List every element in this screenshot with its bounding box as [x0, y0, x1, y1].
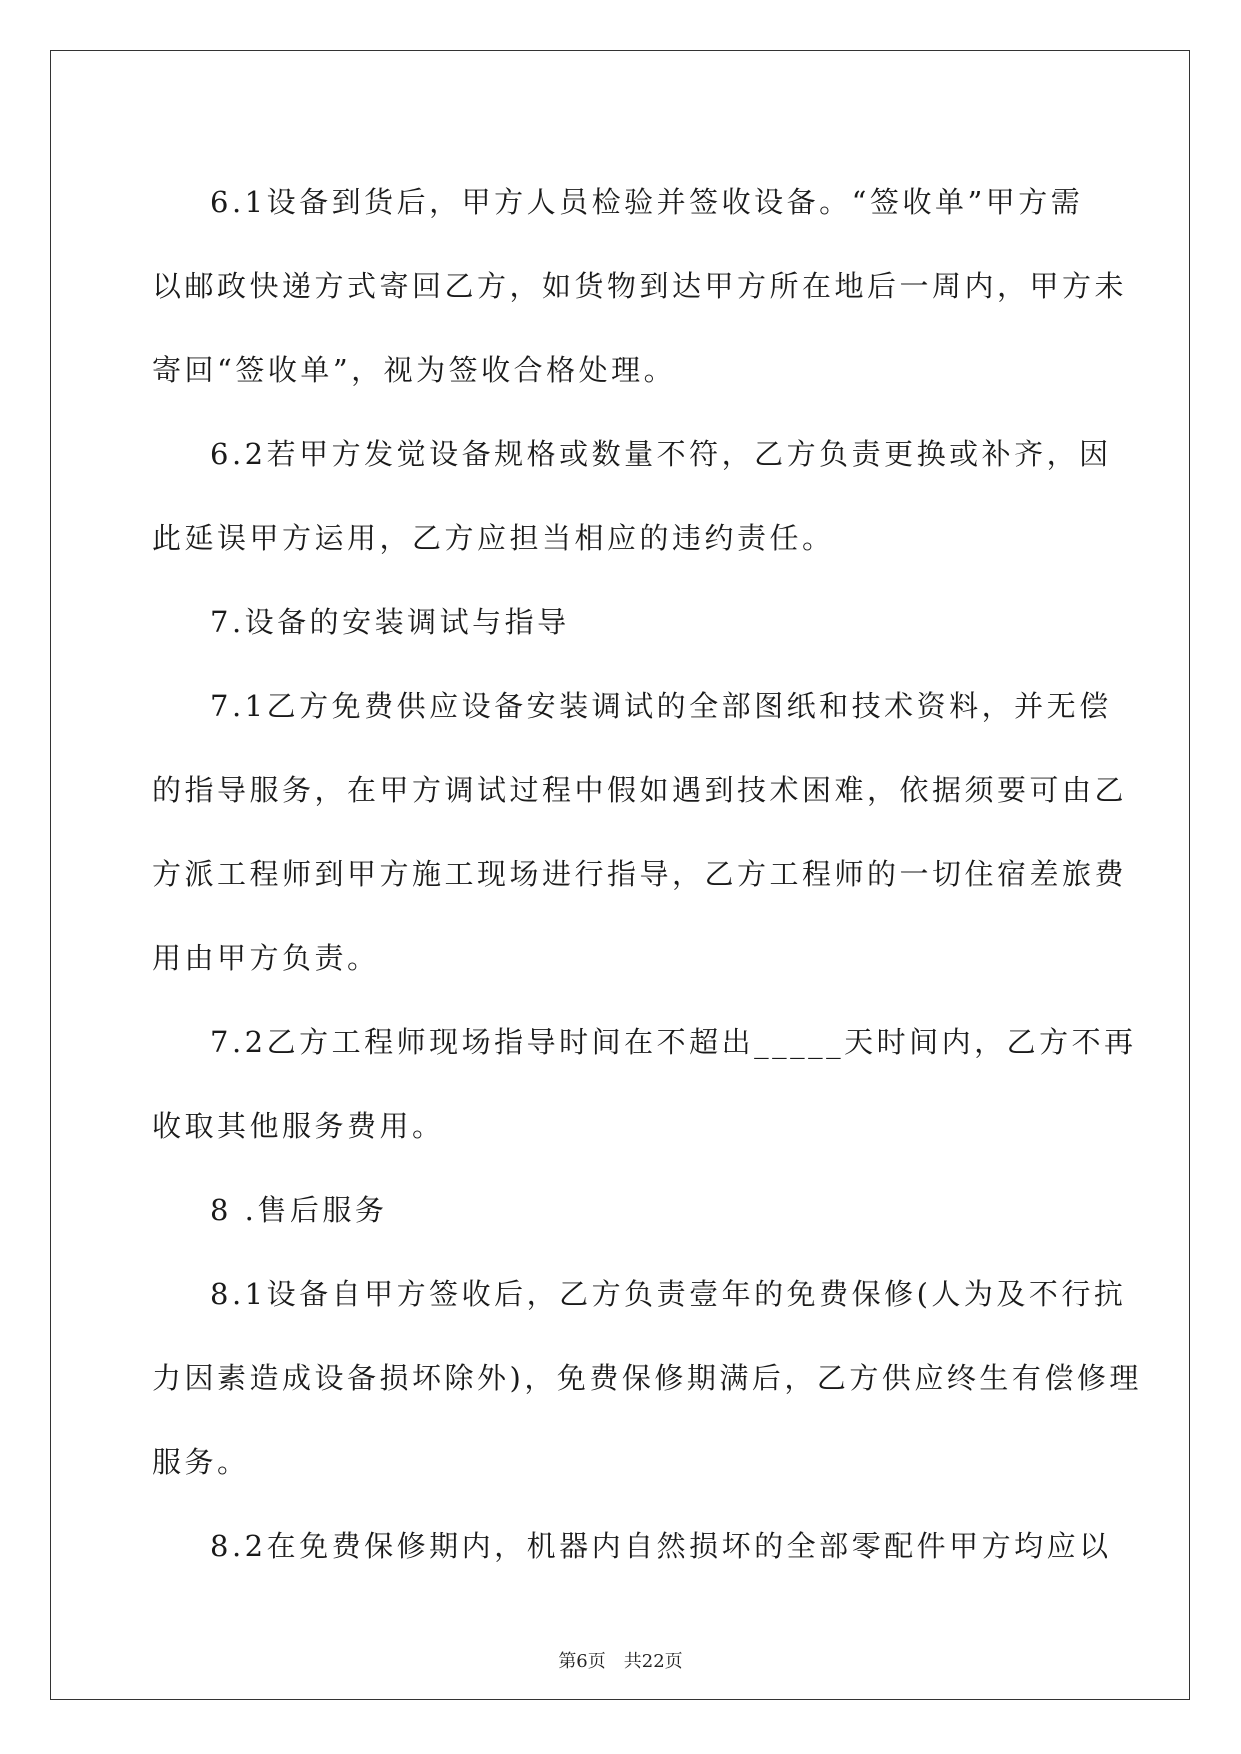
text-line: 7.1乙方免费供应设备安装调试的全部图纸和技术资料，并无偿: [210, 689, 1112, 723]
text-line: 收取其他服务费用。: [152, 1109, 445, 1143]
text-line: 寄回“签收单”，视为签收合格处理。: [152, 353, 677, 387]
text-line: 服务。: [152, 1445, 250, 1479]
text-line: 此延误甲方运用，乙方应担当相应的违约责任。: [152, 521, 835, 555]
text-line: 6.1设备到货后，甲方人员检验并签收设备。“签收单”甲方需: [210, 185, 1084, 219]
text-line: 以邮政快递方式寄回乙方，如货物到达甲方所在地后一周内，甲方未: [152, 269, 1128, 303]
section-heading: 8 .售后服务: [210, 1193, 388, 1227]
section-heading: 7.设备的安装调试与指导: [210, 605, 570, 639]
text-line: 方派工程师到甲方施工现场进行指导，乙方工程师的一切住宿差旅费: [152, 857, 1128, 891]
text-line: 7.2乙方工程师现场指导时间在不超出_____天时间内，乙方不再: [210, 1025, 1137, 1059]
document-body: [152, 160, 1142, 1588]
text-line: 力因素造成设备损坏除外)，免费保修期满后，乙方供应终生有偿修理: [152, 1361, 1142, 1395]
text-line: 8.2在免费保修期内，机器内自然损坏的全部零配件甲方均应以: [210, 1529, 1112, 1563]
text-line: 8.1设备自甲方签收后，乙方负责壹年的免费保修(人为及不行抗: [210, 1277, 1127, 1311]
text-line: 的指导服务，在甲方调试过程中假如遇到技术困难，依据须要可由乙: [152, 773, 1128, 807]
text-line: 用由甲方负责。: [152, 941, 380, 975]
text-line: 6.2若甲方发觉设备规格或数量不符，乙方负责更换或补齐，因: [210, 437, 1112, 471]
page-footer: 第6页 共22页: [558, 1651, 683, 1672]
